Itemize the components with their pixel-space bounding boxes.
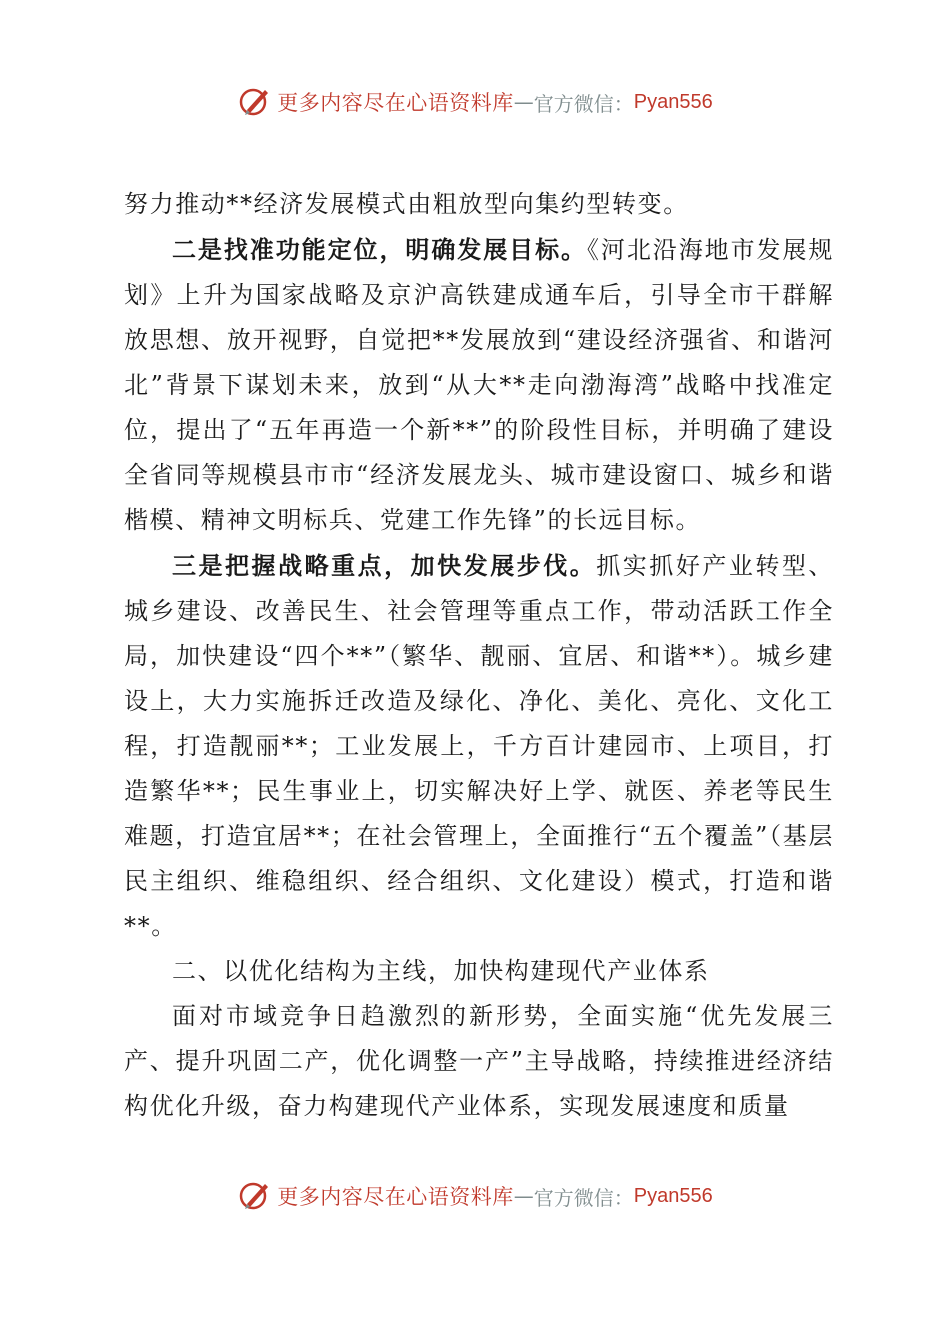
paragraph-strategy <box>124 543 834 949</box>
document-body <box>124 182 834 1129</box>
header-watermark-banner <box>0 82 950 122</box>
paragraph-continuation: 努力推动**经济发展模式由粗放型向集约型转变。 <box>124 190 689 218</box>
banner-wechat-label: 官方微信： <box>533 1185 634 1210</box>
paragraph-goal <box>124 227 834 543</box>
pen-logo-icon <box>237 1178 273 1214</box>
paragraph-strategy-text: 抓实抓好产业转型、城乡建设、改善民生、社会管理等重点工作，带动活跃工作全局，加快建设“四个**”（繁华、靓丽、宜居、和谐**）。城乡建设上，大力实施拆迁改造及绿化、净化、美化、亮化、文化工程，打造靓丽**；工业发展上，千方百计建园市、上项目，打造繁华**；民生事业上，切实解决好上学、就医、养老等民生难题，打造宜居**；在社会管理上，全面推行“五个覆盖”（基层民主组织、维稳组织、经合组织、文化建设）模式，打造和谐**。 <box>124 552 834 940</box>
footer-watermark-banner <box>0 1176 950 1216</box>
pen-logo-icon <box>237 84 273 120</box>
paragraph-structure: 面对市域竞争日趋激烈的新形势，全面实施“优先发展三产、提升巩固二产，优化调整一产”主导战略，持续推进经济结构优化升级，奋力构建现代产业体系，实现发展速度和质量 <box>124 1002 834 1120</box>
section-heading: 二、以优化结构为主线，加快构建现代产业体系 <box>172 957 710 985</box>
banner-wechat-id: Pyan556 <box>633 90 713 113</box>
banner-site-text: 更多内容尽在心语资料库 <box>277 1185 514 1209</box>
paragraph-goal-heading: 二是找准功能定位，明确发展目标。 <box>172 235 587 264</box>
banner-wechat-label: 官方微信： <box>533 91 634 116</box>
paragraph-strategy-heading: 三是把握战略重点，加快发展步伐。 <box>172 551 597 580</box>
banner-site-text: 更多内容尽在心语资料库 <box>277 91 514 115</box>
banner-wechat-id: Pyan556 <box>633 1184 713 1207</box>
banner-dash: — <box>513 90 534 114</box>
paragraph-goal-text: 《河北沿海地市发展规划》上升为国家战略及京沪高铁建成通车后，引导全市干群解放思想、放开视野，自觉把**发展放到“建设经济强省、和谐河北”背景下谋划未来，放到“从大**走向渤海湾”战略中找准定位，提出了“五年再造一个新**”的阶段性目标，并明确了建设全省同等规模县市市“经济发展龙头、城市建设窗口、城乡和谐楷模、精神文明标兵、党建工作先锋”的长远目标。 <box>124 236 834 534</box>
banner-dash: — <box>513 1184 534 1208</box>
